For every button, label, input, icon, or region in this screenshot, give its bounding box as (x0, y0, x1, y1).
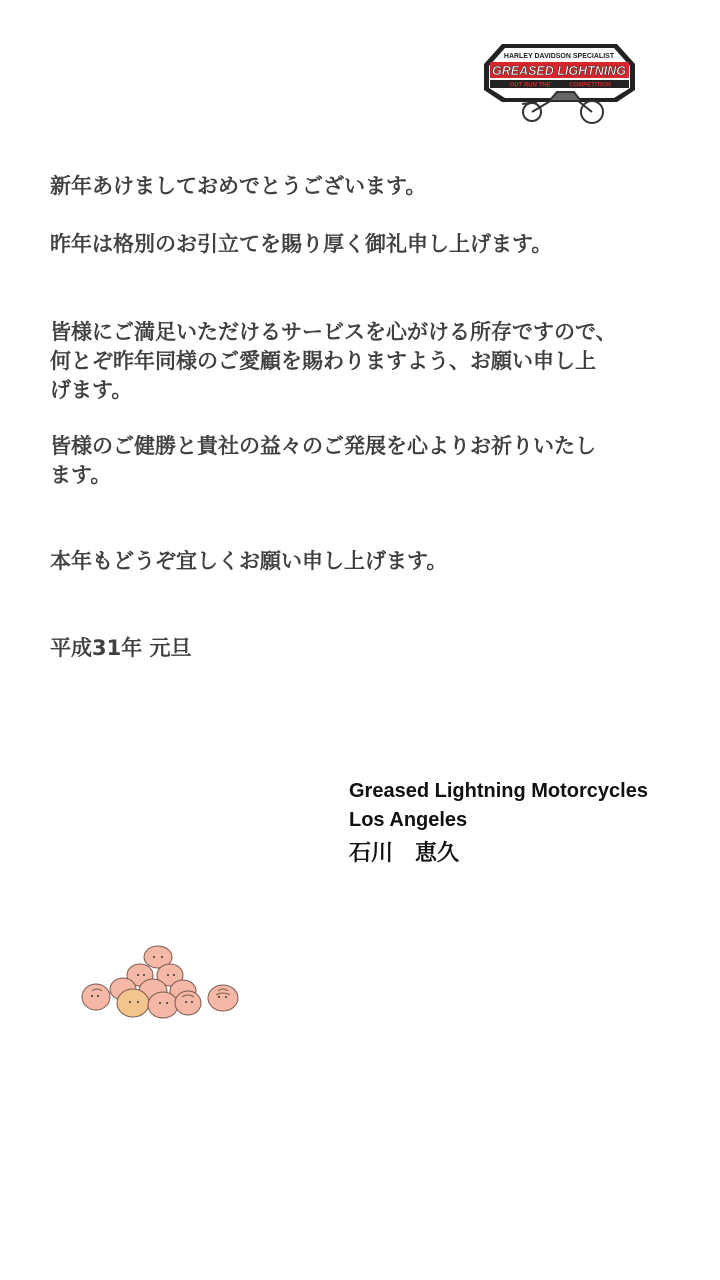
boar-piglets-pile-icon (78, 945, 243, 1025)
paragraph-2-line-1: 皆様のご健勝と貴社の益々のご発展を心よりお祈りいたし (50, 434, 596, 458)
logo-top-text: HARLEY DAVIDSON SPECIALIST (503, 53, 615, 60)
signature-company: Greased Lightning Motorcycles (349, 780, 648, 802)
paragraph-1-line-3: げます。 (50, 378, 133, 402)
date-line: 平成31年 元旦 (50, 636, 192, 660)
signature-city: Los Angeles (349, 809, 468, 831)
paragraph-1-line-2: 何とぞ昨年同様のご愛顧を賜わりますよう、お願い申し上 (50, 349, 596, 373)
logo-tagline-left: OUT RUN THE (509, 82, 551, 89)
signature-name: 石川 恵久 (349, 841, 460, 866)
thanks-line: 昨年は格別のお引立てを賜り厚く御礼申し上げます。 (50, 232, 553, 256)
logo-tagline-right: COMPETITION (569, 82, 611, 89)
closing-line: 本年もどうぞ宜しくお願い申し上げます。 (50, 549, 448, 573)
paragraph-2 (50, 432, 700, 490)
logo-brand-text: GREASED LIGHTNING (491, 64, 627, 78)
paragraph-1 (50, 318, 700, 405)
greased-lightning-logo (482, 42, 637, 128)
paragraph-2-line-2: ます。 (50, 463, 112, 487)
paragraph-1-line-1: 皆様にご満足いただけるサービスを心がける所存ですので、 (50, 320, 617, 344)
greeting-line: 新年あけましておめでとうございます。 (50, 174, 427, 198)
